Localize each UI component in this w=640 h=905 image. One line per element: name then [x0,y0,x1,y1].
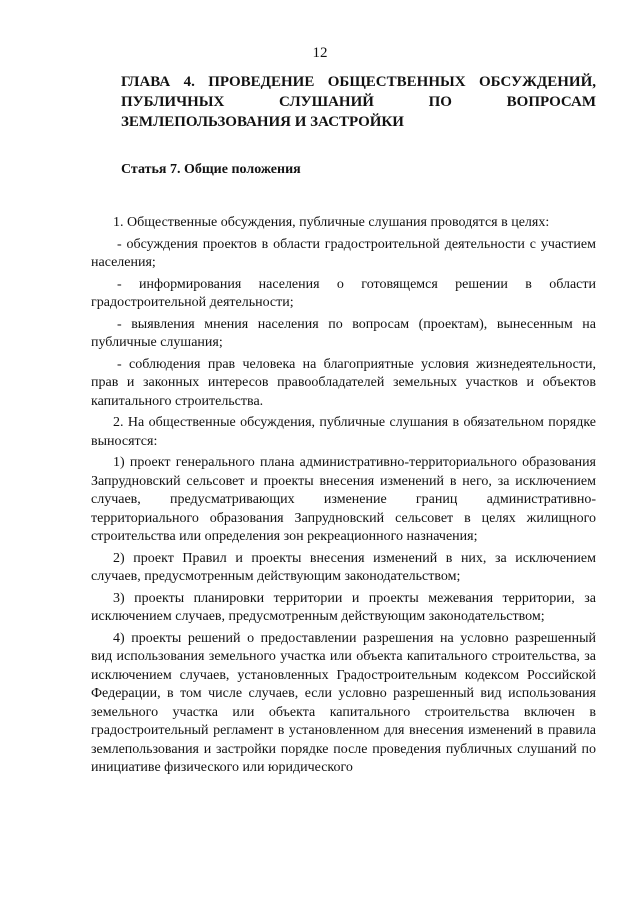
paragraph-goals-intro: 1. Общественные обсуждения, публичные слушания проводятся в целях: [113,215,550,230]
list-item-rules-project: 2) проект Правил и проекты внесения изменений в них, за исключением случаев, предусмотренным действующим законодательством; [91,550,596,584]
body-text [91,214,596,781]
list-item-permission-decisions: 4) проекты решений о предоставлении разрешения на условно разрешенный вид использования земельного участка или объекта капитального строительства, за исключением случаев, установленных Градостроительным кодексом Российской Федерации, в том числе случаев, если условно разрешенный вид использования земельного участка или объекта капитального строительства включен в градостроительный регламент в установленном для внесения изменений в правила землепользования и застройки порядке после проведения публичных слушаний по инициативе физического или юридического [91,630,596,775]
list-item-informing: - информирования населения о готовящемся решении в области градостроительной деятельности; [91,276,596,310]
list-item-planning-projects: 3) проекты планировки территории и проекты межевания территории, за исключением случаев, предусмотренным действующим законодательством; [91,590,596,624]
list-item-opinion: - выявления мнения населения по вопросам (проектам), вынесенным на публичные слушания; [91,316,596,350]
list-item-general-plan: 1) проект генерального плана административно-территориального образования Запрудновский сельсовет и проекты внесения изменений в него, за исключением случаев, предусматривающих изменение границ административно-территориального образования Запрудновский сельсовет в целях жилищного строительства или определения зон рекреационного назначения; [91,455,596,544]
page-number: 12 [312,45,328,61]
paragraph-mandatory-intro: 2. На общественные обсуждения, публичные слушания в обязательном порядке выносятся: [91,415,596,449]
chapter-title: ГЛАВА 4. ПРОВЕДЕНИЕ ОБЩЕСТВЕННЫХ ОБСУЖДЕНИЙ, ПУБЛИЧНЫХ СЛУШАНИЙ ПО ВОПРОСАМ ЗЕМЛЕПОЛЬЗОВАНИЯ И ЗАСТРОЙКИ [121,74,596,130]
article-title: Статья 7. Общие положения [121,162,301,177]
list-item-discussion: - обсуждения проектов в области градостроительной деятельности с участием населения; [91,236,596,270]
list-item-rights: - соблюдения прав человека на благоприятные условия жизнедеятельности, прав и законных интересов правообладателей земельных участков и объектов капитального строительства. [91,356,596,409]
